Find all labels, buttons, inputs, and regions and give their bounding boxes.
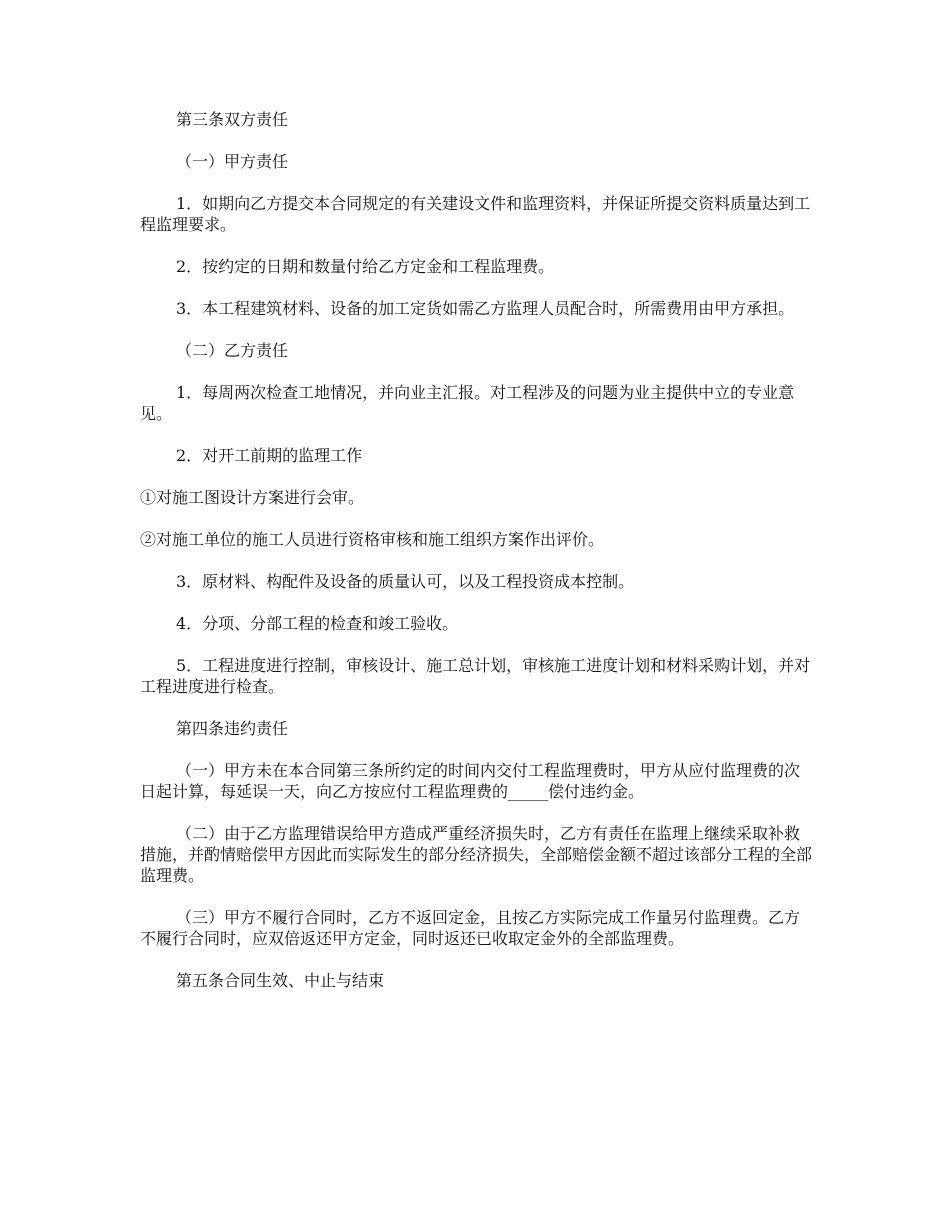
paragraph-party-a-2: 2．按约定的日期和数量付给乙方定金和工程监理费。: [176, 257, 555, 276]
paragraph-breach-3: （三）甲方不履行合同时，乙方不返回定金，且按乙方实际完成工作量另付监理费。乙方不履行合同时，应双倍返还甲方定金，同时返还已收取定金外的全部监理费。: [140, 908, 801, 948]
section-heading-article-3: 第三条双方责任: [176, 110, 289, 129]
paragraph-party-b-2-item-2: ②对施工单位的施工人员进行资格审核和施工组织方案作出评价。: [140, 530, 605, 549]
paragraph-party-a-1: 1．如期向乙方提交本合同规定的有关建设文件和监理资料，并保证所提交资料质量达到工程监理要求。: [140, 194, 811, 234]
paragraph-party-b-4: 4．分项、分部工程的检查和竣工验收。: [176, 614, 459, 633]
paragraph-party-b-2-item-1: ①对施工图设计方案进行会审。: [140, 488, 365, 507]
paragraph-party-b-3: 3．原材料、构配件及设备的质量认可，以及工程投资成本控制。: [176, 572, 635, 591]
paragraph-party-b-5: 5．工程进度进行控制，审核设计、施工总计划，审核施工进度计划和材料采购计划，并对工程进度进行检查。: [140, 656, 811, 696]
document-page: [140, 109, 812, 1012]
paragraph-breach-2: （二）由于乙方监理错误给甲方造成严重经济损失时，乙方有责任在监理上继续采取补救措施，并酌情赔偿甲方因此而实际发生的部分经济损失，全部赔偿金额不超过该部分工程的全部监理费。: [140, 824, 813, 885]
paragraph-party-a-3: 3．本工程建筑材料、设备的加工定货如需乙方监理人员配合时，所需费用由甲方承担。: [176, 299, 795, 318]
subsection-heading-party-a: （一）甲方责任: [176, 152, 289, 171]
section-heading-article-5: 第五条合同生效、中止与结束: [176, 971, 385, 990]
section-heading-article-4: 第四条违约责任: [176, 719, 289, 738]
paragraph-breach-1: （一）甲方未在本合同第三条所约定的时间内交付工程监理费时，甲方从应付监理费的次日起计算，每延误一天，向乙方按应付工程监理费的_____偿付违约金。: [140, 761, 801, 801]
paragraph-party-b-1: 1．每周两次检查工地情况，并向业主汇报。对工程涉及的问题为业主提供中立的专业意见。: [140, 383, 795, 423]
subsection-heading-party-b: （二）乙方责任: [176, 341, 289, 360]
paragraph-party-b-2: 2．对开工前期的监理工作: [176, 446, 363, 465]
